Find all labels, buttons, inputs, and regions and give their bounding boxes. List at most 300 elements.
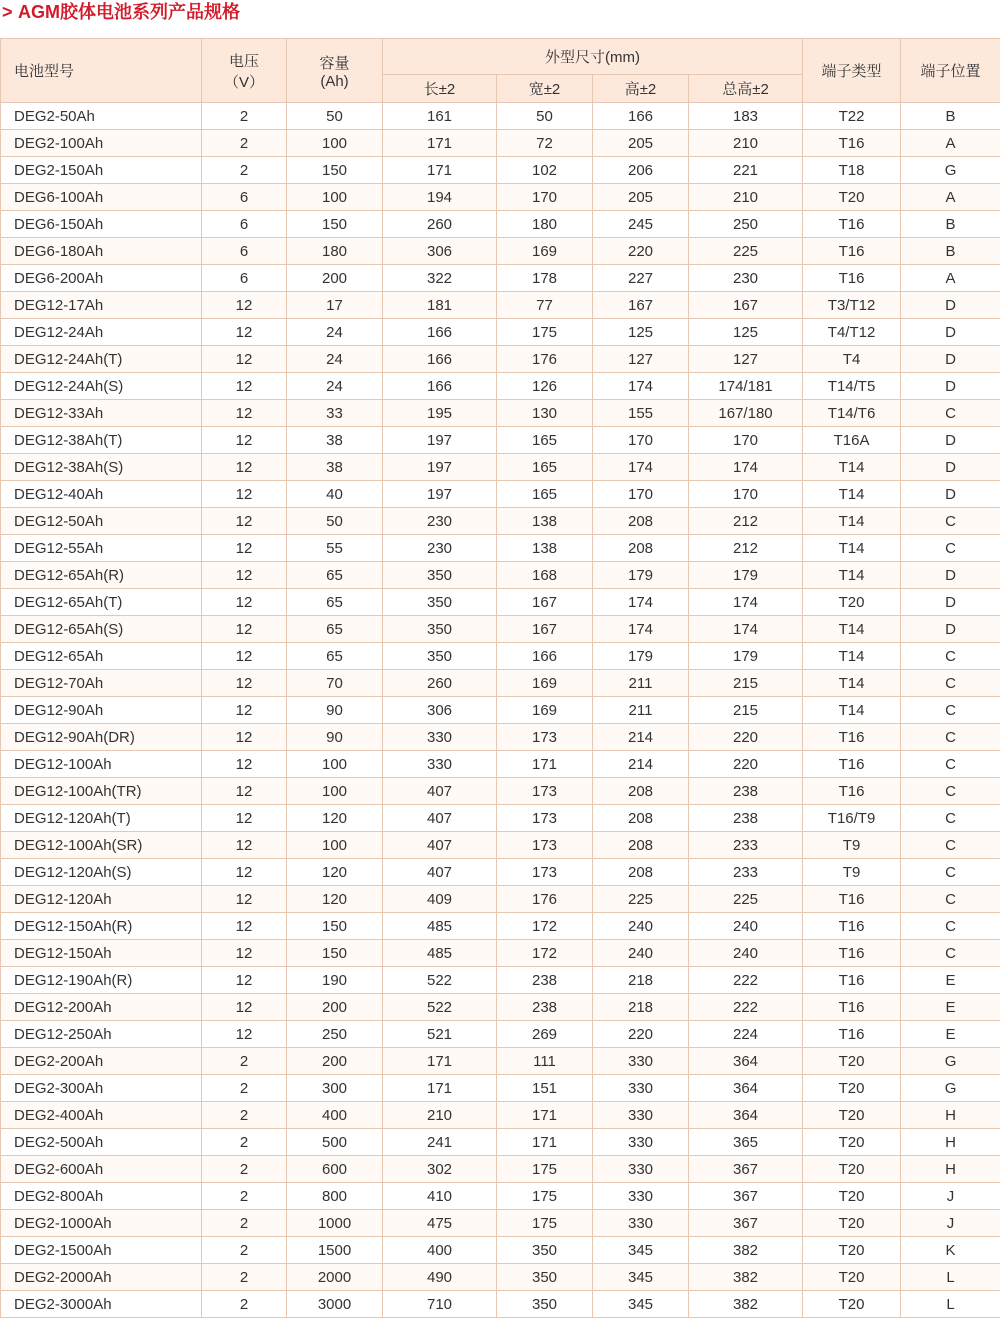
table-row	[1, 589, 1000, 616]
cell-length: 161	[383, 103, 497, 130]
cell-height: 345	[593, 1237, 689, 1264]
cell-voltage: 12	[202, 1021, 287, 1048]
cell-model: DEG12-65Ah(R)	[1, 562, 202, 589]
cell-total-height: 233	[689, 832, 803, 859]
cell-width: 176	[497, 886, 593, 913]
cell-capacity: 100	[287, 130, 383, 157]
cell-terminal-type: T20	[803, 1156, 901, 1183]
cell-total-height: 170	[689, 481, 803, 508]
cell-total-height: 212	[689, 535, 803, 562]
cell-terminal-position: D	[901, 481, 1000, 508]
table-row	[1, 103, 1000, 130]
cell-terminal-position: J	[901, 1210, 1000, 1237]
cell-height: 211	[593, 697, 689, 724]
cell-terminal-position: C	[901, 697, 1000, 724]
cell-height: 170	[593, 427, 689, 454]
cell-voltage: 2	[202, 1210, 287, 1237]
cell-voltage: 12	[202, 562, 287, 589]
cell-height: 330	[593, 1102, 689, 1129]
cell-voltage: 2	[202, 1183, 287, 1210]
cell-total-height: 183	[689, 103, 803, 130]
cell-total-height: 167/180	[689, 400, 803, 427]
cell-capacity: 150	[287, 211, 383, 238]
cell-terminal-position: E	[901, 994, 1000, 1021]
cell-total-height: 240	[689, 940, 803, 967]
cell-width: 171	[497, 1129, 593, 1156]
cell-capacity: 65	[287, 589, 383, 616]
cell-length: 230	[383, 535, 497, 562]
table-row	[1, 1291, 1000, 1318]
cell-height: 127	[593, 346, 689, 373]
table-body	[1, 103, 1000, 1318]
table-row	[1, 616, 1000, 643]
cell-width: 111	[497, 1048, 593, 1075]
cell-model: DEG12-90Ah	[1, 697, 202, 724]
cell-total-height: 233	[689, 859, 803, 886]
cell-total-height: 210	[689, 130, 803, 157]
cell-length: 407	[383, 832, 497, 859]
cell-capacity: 33	[287, 400, 383, 427]
table-row	[1, 1210, 1000, 1237]
cell-voltage: 12	[202, 805, 287, 832]
cell-terminal-type: T16/T9	[803, 805, 901, 832]
cell-terminal-position: C	[901, 724, 1000, 751]
cell-model: DEG12-24Ah(T)	[1, 346, 202, 373]
cell-terminal-type: T20	[803, 589, 901, 616]
cell-model: DEG2-2000Ah	[1, 1264, 202, 1291]
cell-capacity: 1000	[287, 1210, 383, 1237]
cell-height: 345	[593, 1291, 689, 1318]
cell-terminal-type: T20	[803, 1291, 901, 1318]
cell-width: 175	[497, 1156, 593, 1183]
cell-capacity: 65	[287, 616, 383, 643]
cell-capacity: 90	[287, 724, 383, 751]
cell-height: 208	[593, 778, 689, 805]
cell-length: 171	[383, 157, 497, 184]
cell-terminal-position: D	[901, 562, 1000, 589]
cell-total-height: 225	[689, 886, 803, 913]
cell-width: 167	[497, 589, 593, 616]
cell-model: DEG6-180Ah	[1, 238, 202, 265]
cell-length: 306	[383, 238, 497, 265]
table-row	[1, 1075, 1000, 1102]
cell-total-height: 250	[689, 211, 803, 238]
cell-width: 170	[497, 184, 593, 211]
cell-capacity: 100	[287, 778, 383, 805]
cell-terminal-type: T20	[803, 1237, 901, 1264]
cell-terminal-position: E	[901, 967, 1000, 994]
cell-height: 174	[593, 373, 689, 400]
cell-total-height: 179	[689, 562, 803, 589]
cell-length: 171	[383, 1075, 497, 1102]
cell-terminal-position: A	[901, 184, 1000, 211]
cell-height: 208	[593, 508, 689, 535]
cell-height: 330	[593, 1129, 689, 1156]
cell-total-height: 364	[689, 1048, 803, 1075]
cell-width: 168	[497, 562, 593, 589]
cell-length: 322	[383, 265, 497, 292]
cell-width: 169	[497, 697, 593, 724]
table-row	[1, 211, 1000, 238]
cell-terminal-type: T14	[803, 562, 901, 589]
cell-height: 211	[593, 670, 689, 697]
cell-capacity: 50	[287, 103, 383, 130]
cell-model: DEG2-200Ah	[1, 1048, 202, 1075]
cell-total-height: 210	[689, 184, 803, 211]
cell-voltage: 12	[202, 643, 287, 670]
cell-capacity: 100	[287, 184, 383, 211]
cell-total-height: 215	[689, 670, 803, 697]
header-voltage	[202, 39, 287, 103]
cell-length: 197	[383, 454, 497, 481]
cell-model: DEG12-200Ah	[1, 994, 202, 1021]
cell-length: 522	[383, 994, 497, 1021]
cell-terminal-type: T20	[803, 1183, 901, 1210]
cell-voltage: 12	[202, 697, 287, 724]
header-model: 电池型号	[1, 39, 202, 103]
table-row	[1, 508, 1000, 535]
cell-width: 102	[497, 157, 593, 184]
cell-terminal-position: H	[901, 1129, 1000, 1156]
cell-length: 400	[383, 1237, 497, 1264]
cell-terminal-position: D	[901, 589, 1000, 616]
header-capacity-label: 容量	[319, 54, 350, 72]
cell-terminal-position: E	[901, 1021, 1000, 1048]
cell-voltage: 12	[202, 616, 287, 643]
cell-terminal-position: C	[901, 643, 1000, 670]
cell-terminal-type: T14	[803, 454, 901, 481]
cell-total-height: 240	[689, 913, 803, 940]
cell-total-height: 212	[689, 508, 803, 535]
cell-terminal-type: T16	[803, 238, 901, 265]
cell-terminal-position: H	[901, 1102, 1000, 1129]
cell-width: 166	[497, 643, 593, 670]
table-row	[1, 292, 1000, 319]
table-row	[1, 859, 1000, 886]
cell-terminal-position: D	[901, 319, 1000, 346]
cell-capacity: 120	[287, 886, 383, 913]
cell-voltage: 12	[202, 346, 287, 373]
cell-voltage: 2	[202, 1102, 287, 1129]
cell-length: 197	[383, 481, 497, 508]
cell-length: 166	[383, 346, 497, 373]
cell-width: 165	[497, 481, 593, 508]
cell-voltage: 2	[202, 1237, 287, 1264]
cell-terminal-type: T9	[803, 832, 901, 859]
cell-total-height: 174	[689, 454, 803, 481]
cell-length: 407	[383, 778, 497, 805]
cell-voltage: 12	[202, 454, 287, 481]
cell-height: 330	[593, 1210, 689, 1237]
cell-total-height: 238	[689, 778, 803, 805]
cell-width: 165	[497, 427, 593, 454]
header-dimensions: 外型尺寸(mm)	[383, 39, 803, 75]
cell-capacity: 2000	[287, 1264, 383, 1291]
cell-model: DEG2-100Ah	[1, 130, 202, 157]
table-row	[1, 535, 1000, 562]
cell-voltage: 12	[202, 481, 287, 508]
cell-voltage: 6	[202, 238, 287, 265]
cell-width: 269	[497, 1021, 593, 1048]
cell-width: 173	[497, 832, 593, 859]
cell-model: DEG2-1500Ah	[1, 1237, 202, 1264]
cell-capacity: 65	[287, 562, 383, 589]
cell-model: DEG2-300Ah	[1, 1075, 202, 1102]
cell-height: 174	[593, 454, 689, 481]
cell-terminal-type: T14	[803, 481, 901, 508]
table-row	[1, 778, 1000, 805]
table-row	[1, 319, 1000, 346]
cell-capacity: 24	[287, 373, 383, 400]
cell-length: 409	[383, 886, 497, 913]
cell-voltage: 12	[202, 589, 287, 616]
cell-terminal-type: T20	[803, 1102, 901, 1129]
table-row	[1, 346, 1000, 373]
cell-width: 172	[497, 940, 593, 967]
cell-width: 173	[497, 724, 593, 751]
cell-model: DEG2-600Ah	[1, 1156, 202, 1183]
table-row	[1, 697, 1000, 724]
table-row	[1, 238, 1000, 265]
cell-terminal-type: T20	[803, 184, 901, 211]
cell-capacity: 24	[287, 319, 383, 346]
table-row	[1, 724, 1000, 751]
cell-width: 176	[497, 346, 593, 373]
cell-capacity: 500	[287, 1129, 383, 1156]
cell-voltage: 2	[202, 1048, 287, 1075]
cell-terminal-type: T16	[803, 940, 901, 967]
cell-height: 208	[593, 832, 689, 859]
cell-terminal-type: T16	[803, 967, 901, 994]
cell-voltage: 2	[202, 157, 287, 184]
cell-length: 195	[383, 400, 497, 427]
cell-width: 350	[497, 1237, 593, 1264]
cell-width: 126	[497, 373, 593, 400]
cell-model: DEG12-70Ah	[1, 670, 202, 697]
cell-voltage: 12	[202, 292, 287, 319]
cell-terminal-type: T22	[803, 103, 901, 130]
cell-total-height: 220	[689, 751, 803, 778]
cell-capacity: 200	[287, 1048, 383, 1075]
cell-height: 218	[593, 967, 689, 994]
cell-height: 174	[593, 589, 689, 616]
cell-width: 50	[497, 103, 593, 130]
cell-length: 485	[383, 940, 497, 967]
cell-width: 171	[497, 751, 593, 778]
cell-voltage: 12	[202, 778, 287, 805]
cell-voltage: 2	[202, 130, 287, 157]
cell-height: 330	[593, 1156, 689, 1183]
cell-length: 330	[383, 751, 497, 778]
cell-model: DEG12-38Ah(T)	[1, 427, 202, 454]
table-row	[1, 670, 1000, 697]
cell-capacity: 100	[287, 832, 383, 859]
table-row	[1, 265, 1000, 292]
cell-capacity: 38	[287, 427, 383, 454]
cell-total-height: 367	[689, 1183, 803, 1210]
cell-capacity: 100	[287, 751, 383, 778]
table-row	[1, 751, 1000, 778]
cell-length: 166	[383, 319, 497, 346]
table-row	[1, 1129, 1000, 1156]
cell-length: 710	[383, 1291, 497, 1318]
cell-terminal-position: G	[901, 157, 1000, 184]
cell-width: 350	[497, 1291, 593, 1318]
cell-length: 166	[383, 373, 497, 400]
cell-total-height: 221	[689, 157, 803, 184]
cell-total-height: 125	[689, 319, 803, 346]
cell-width: 165	[497, 454, 593, 481]
cell-voltage: 12	[202, 886, 287, 913]
cell-length: 407	[383, 805, 497, 832]
header-terminal-type: 端子类型	[803, 39, 901, 103]
cell-terminal-position: C	[901, 670, 1000, 697]
table-row	[1, 913, 1000, 940]
cell-model: DEG12-65Ah(T)	[1, 589, 202, 616]
cell-terminal-type: T16	[803, 130, 901, 157]
table-row	[1, 967, 1000, 994]
cell-capacity: 3000	[287, 1291, 383, 1318]
cell-terminal-position: C	[901, 535, 1000, 562]
cell-terminal-type: T16	[803, 211, 901, 238]
cell-terminal-position: C	[901, 940, 1000, 967]
cell-model: DEG2-50Ah	[1, 103, 202, 130]
cell-total-height: 127	[689, 346, 803, 373]
cell-capacity: 800	[287, 1183, 383, 1210]
cell-height: 330	[593, 1075, 689, 1102]
cell-width: 238	[497, 967, 593, 994]
cell-length: 306	[383, 697, 497, 724]
cell-voltage: 12	[202, 751, 287, 778]
cell-capacity: 17	[287, 292, 383, 319]
cell-model: DEG12-150Ah	[1, 940, 202, 967]
cell-length: 350	[383, 616, 497, 643]
cell-width: 350	[497, 1264, 593, 1291]
cell-terminal-type: T14	[803, 670, 901, 697]
cell-model: DEG2-800Ah	[1, 1183, 202, 1210]
cell-length: 302	[383, 1156, 497, 1183]
cell-terminal-position: D	[901, 454, 1000, 481]
cell-model: DEG12-250Ah	[1, 1021, 202, 1048]
table-row	[1, 1048, 1000, 1075]
cell-terminal-position: H	[901, 1156, 1000, 1183]
cell-voltage: 12	[202, 670, 287, 697]
header-width: 宽±2	[497, 75, 593, 103]
cell-length: 260	[383, 211, 497, 238]
page-title-text: AGM胶体电池系列产品规格	[18, 2, 240, 22]
table-row	[1, 400, 1000, 427]
cell-total-height: 174	[689, 616, 803, 643]
cell-width: 169	[497, 670, 593, 697]
cell-model: DEG12-120Ah(S)	[1, 859, 202, 886]
cell-voltage: 12	[202, 967, 287, 994]
cell-width: 180	[497, 211, 593, 238]
cell-length: 230	[383, 508, 497, 535]
table-row	[1, 643, 1000, 670]
cell-voltage: 2	[202, 103, 287, 130]
cell-terminal-position: C	[901, 508, 1000, 535]
cell-model: DEG12-24Ah	[1, 319, 202, 346]
cell-width: 72	[497, 130, 593, 157]
cell-terminal-position: C	[901, 805, 1000, 832]
cell-length: 330	[383, 724, 497, 751]
cell-terminal-type: T16	[803, 751, 901, 778]
cell-width: 175	[497, 1183, 593, 1210]
table-row	[1, 562, 1000, 589]
cell-voltage: 12	[202, 724, 287, 751]
cell-height: 220	[593, 1021, 689, 1048]
cell-height: 206	[593, 157, 689, 184]
header-voltage-label: 电压	[228, 52, 259, 70]
cell-total-height: 174/181	[689, 373, 803, 400]
table-row	[1, 427, 1000, 454]
cell-terminal-type: T16	[803, 1021, 901, 1048]
cell-total-height: 365	[689, 1129, 803, 1156]
cell-height: 220	[593, 238, 689, 265]
cell-terminal-position: C	[901, 400, 1000, 427]
cell-length: 181	[383, 292, 497, 319]
cell-height: 218	[593, 994, 689, 1021]
cell-length: 350	[383, 643, 497, 670]
cell-height: 170	[593, 481, 689, 508]
cell-terminal-type: T14	[803, 535, 901, 562]
cell-terminal-type: T9	[803, 859, 901, 886]
cell-model: DEG2-3000Ah	[1, 1291, 202, 1318]
cell-model: DEG2-400Ah	[1, 1102, 202, 1129]
cell-length: 485	[383, 913, 497, 940]
cell-terminal-position: C	[901, 886, 1000, 913]
cell-length: 241	[383, 1129, 497, 1156]
cell-voltage: 6	[202, 211, 287, 238]
cell-total-height: 367	[689, 1156, 803, 1183]
cell-voltage: 2	[202, 1075, 287, 1102]
cell-total-height: 382	[689, 1237, 803, 1264]
cell-length: 171	[383, 1048, 497, 1075]
cell-terminal-position: C	[901, 832, 1000, 859]
cell-capacity: 400	[287, 1102, 383, 1129]
cell-height: 167	[593, 292, 689, 319]
cell-terminal-position: A	[901, 130, 1000, 157]
table-row	[1, 454, 1000, 481]
cell-length: 475	[383, 1210, 497, 1237]
cell-width: 167	[497, 616, 593, 643]
cell-total-height: 220	[689, 724, 803, 751]
cell-terminal-type: T3/T12	[803, 292, 901, 319]
cell-capacity: 120	[287, 859, 383, 886]
cell-terminal-position: D	[901, 346, 1000, 373]
cell-total-height: 179	[689, 643, 803, 670]
cell-voltage: 6	[202, 265, 287, 292]
cell-height: 166	[593, 103, 689, 130]
cell-terminal-type: T14/T6	[803, 400, 901, 427]
cell-model: DEG6-100Ah	[1, 184, 202, 211]
cell-total-height: 367	[689, 1210, 803, 1237]
cell-terminal-type: T4/T12	[803, 319, 901, 346]
cell-width: 173	[497, 805, 593, 832]
cell-terminal-position: C	[901, 751, 1000, 778]
cell-terminal-type: T16	[803, 265, 901, 292]
cell-voltage: 12	[202, 427, 287, 454]
cell-voltage: 12	[202, 373, 287, 400]
cell-terminal-position: D	[901, 292, 1000, 319]
cell-voltage: 2	[202, 1156, 287, 1183]
cell-length: 522	[383, 967, 497, 994]
cell-width: 175	[497, 319, 593, 346]
cell-terminal-type: T16	[803, 778, 901, 805]
cell-terminal-position: D	[901, 427, 1000, 454]
cell-model: DEG12-65Ah(S)	[1, 616, 202, 643]
cell-capacity: 300	[287, 1075, 383, 1102]
